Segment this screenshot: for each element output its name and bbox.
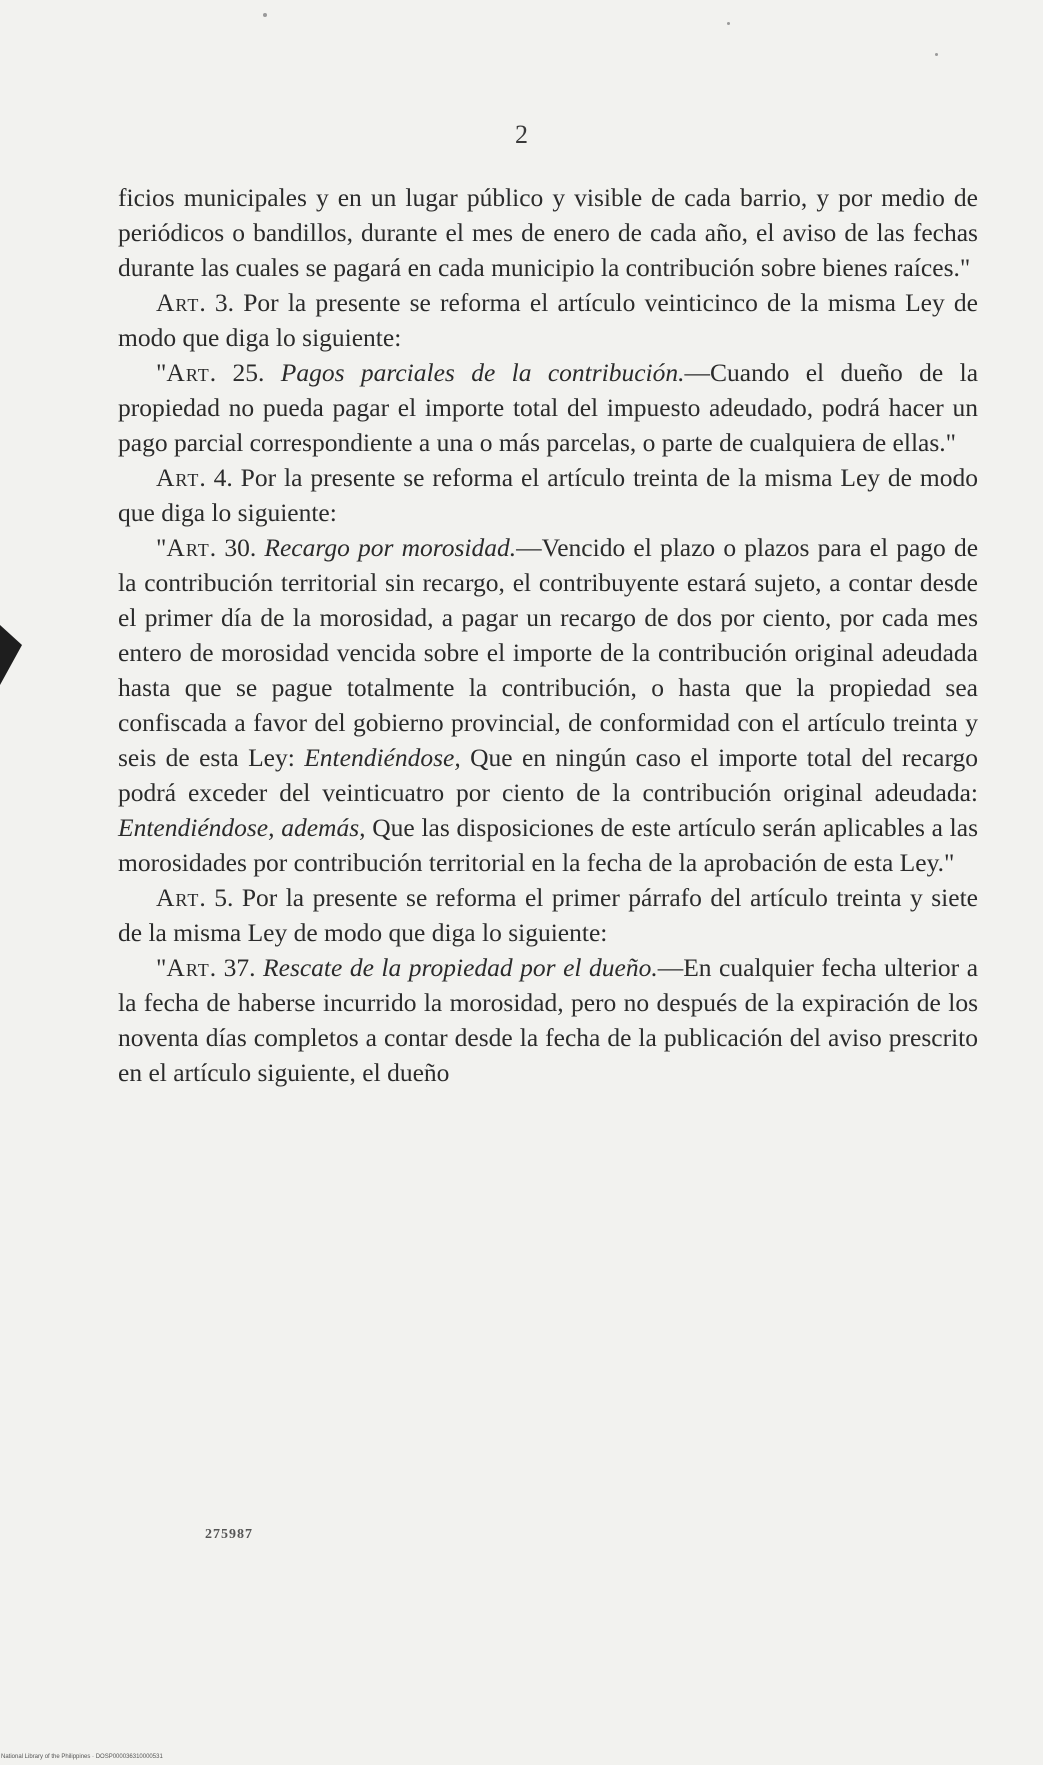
open-quote: " (156, 953, 167, 982)
article-abbrev: Art (156, 288, 200, 317)
paragraph-text: . 5. Por la presente se reforma el primer párrafo del artículo treinta y siete de la misma Ley de modo que diga lo siguiente: (118, 883, 978, 947)
article-abbrev: Art (156, 883, 200, 912)
article-number: . 25. (209, 358, 265, 387)
paragraph-art-37 (118, 950, 978, 1090)
paragraph-text: Que en ningún caso el importe total del recargo podrá exceder del veinticuatro por ciento de la contribución original adeudada: (118, 743, 979, 807)
dust-speck (727, 22, 730, 25)
article-title: Rescate de la propiedad por el dueño. (263, 953, 658, 982)
open-quote: " (156, 358, 167, 387)
paragraph-text: —Cuando el dueño de la propiedad no pueda pagar el importe total del impuesto adeudado, podrá hacer un pago parcial correspondiente a una o más parcelas, o parte de cualquiera de ellas." (118, 358, 979, 457)
article-number: . 37. (209, 953, 256, 982)
binding-edge-mark (0, 625, 22, 685)
footer-note: National Library of the Philippines · DOSP000036310000531 (1, 1754, 163, 1760)
paragraph-art-30 (118, 530, 978, 880)
paragraph-art-3 (118, 285, 978, 355)
article-abbrev: Art (166, 953, 210, 982)
paragraph-text: —En cualquier fecha ulterior a la fecha de haberse incurrido la morosidad, pero no después de la expiración de los noventa días completos a contar desde la fecha de la publicación del aviso prescrito en el artículo siguiente, el dueño (118, 953, 979, 1087)
paragraph-text: . 3. Por la presente se reforma el artículo veinticinco de la misma Ley de modo que diga lo siguiente: (118, 288, 978, 352)
paragraph-continuation: ficios municipales y en un lugar público y visible de cada barrio, y por medio de periódicos o bandillos, durante el mes de enero de cada año, el aviso de las fechas durante las cuales se pagará en cada municipio la contribución sobre bienes raíces." (118, 183, 978, 282)
proviso-label: Entendiéndose, además, (118, 813, 366, 842)
dust-speck (935, 53, 938, 56)
document-body (118, 180, 978, 1090)
article-title: Recargo por morosidad. (264, 533, 517, 562)
article-number: . 30. (209, 533, 257, 562)
dust-speck (263, 13, 267, 17)
paragraph-text: . 4. Por la presente se reforma el artículo treinta de la misma Ley de modo que diga lo siguiente: (118, 463, 978, 527)
proviso-label: Entendiéndose, (304, 743, 461, 772)
page-number: 2 (515, 120, 528, 149)
print-code: 275987 (205, 1527, 253, 1542)
open-quote: " (156, 533, 167, 562)
paragraph-text: Que las disposiciones de este artículo serán aplicables a las morosidades por contribución territorial en la fecha de la aprobación de esta Ley." (118, 813, 979, 877)
paragraph-art-4 (118, 460, 978, 530)
paragraph-art-25 (118, 355, 978, 460)
article-title: Pagos parciales de la contribución. (280, 358, 685, 387)
article-abbrev: Art (166, 533, 210, 562)
article-abbrev: Art (166, 358, 210, 387)
paragraph-text: —Vencido el plazo o plazos para el pago de la contribución territorial sin recargo, el contribuyente estará sujeto, a contar desde el primer día de la morosidad, a pagar un recargo de dos por ciento, por cada mes entero de morosidad vencida sobre el importe de la contribución original adeudada hasta que se pague totalmente la contribución, o hasta que la propiedad sea confiscada a favor del gobierno provincial, de conformidad con el artículo treinta y seis de esta Ley: (118, 533, 979, 772)
paragraph-art-5 (118, 880, 978, 950)
article-abbrev: Art (156, 463, 200, 492)
